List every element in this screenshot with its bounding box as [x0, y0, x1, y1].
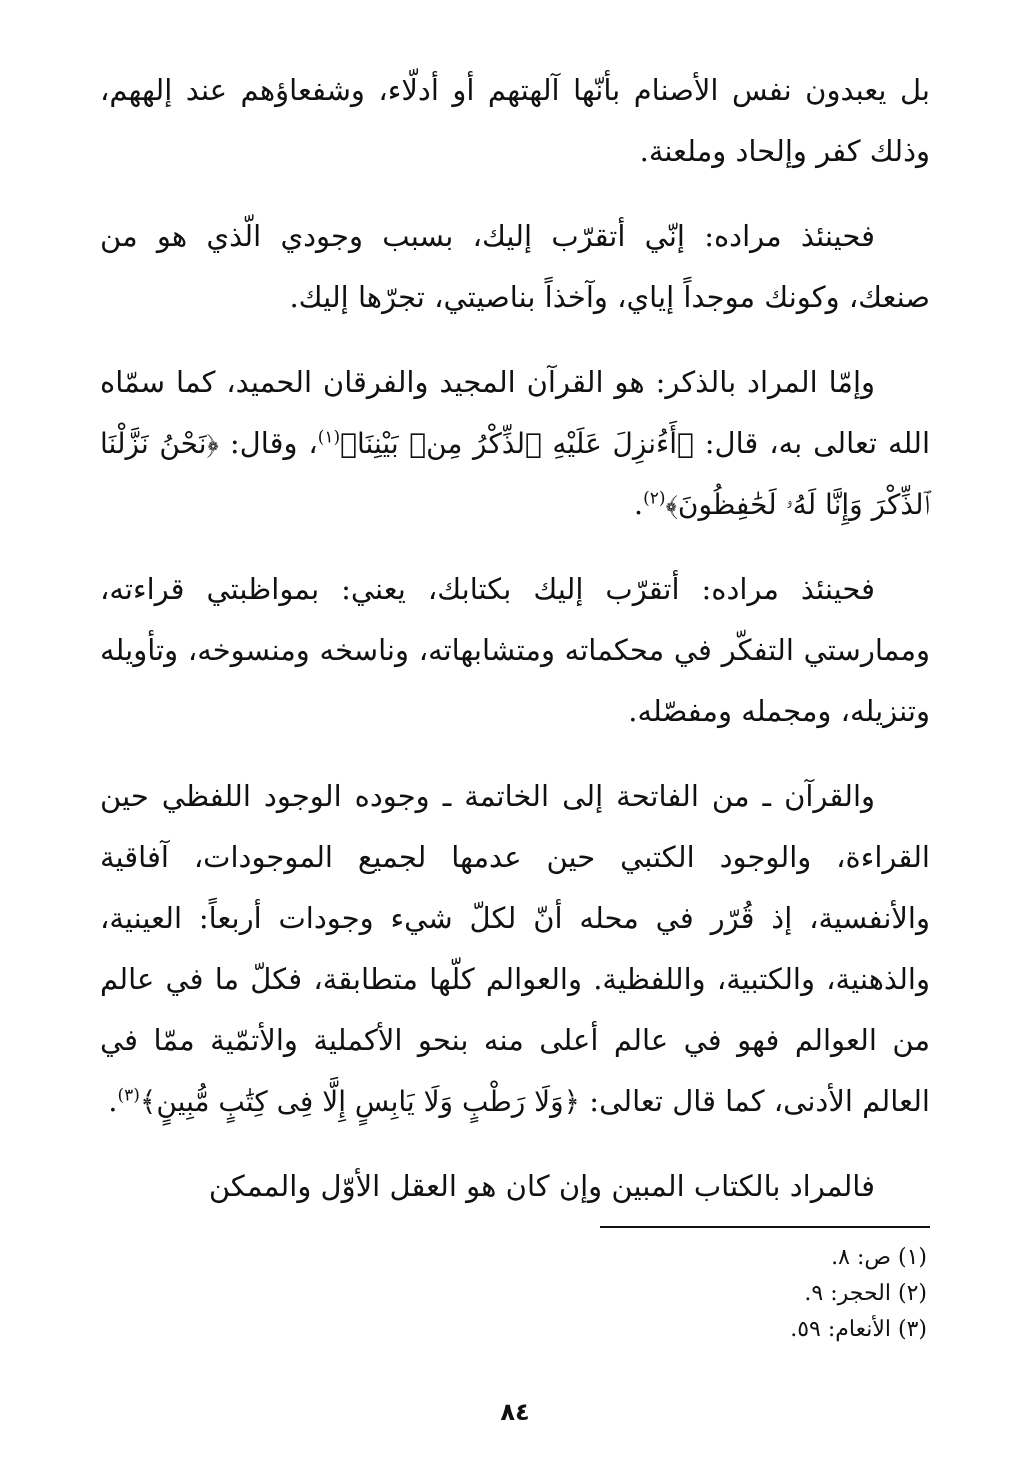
- paragraph-1: بل يعبدون نفس الأصنام بأنّها آلهتهم أو أدلّاء، وشفعاؤهم عند إلههم، وذلك كفر وإلحاد وملعنة.: [100, 73, 930, 168]
- footnote-2: (٢) الحجر: ٩.: [804, 1281, 927, 1306]
- paragraph-3-text-b: ، وقال:: [218, 426, 318, 460]
- paragraph-3-text-c: .: [633, 487, 644, 521]
- page-number: ٨٤: [500, 1398, 530, 1426]
- paragraph-5-text-a: والقرآن ـ من الفاتحة إلى الخاتمة ـ وجوده الوجود اللفظي حين القراءة، والوجود الكتبي حين عدمها لجميع الموجودات، آفاقية والأنفسية، إذ قُرّر في محله أنّ لكلّ شيء وجودات أربعاً: العينية، والذهنية، والكتبية، واللفظية. والعوالم كلّها متطابقة، فكلّ ما في عالم من العوالم فهو في عالم أعلى منه بنحو الأكملية والأتمّية ممّا في العالم الأدنى، كما قال تعالى:: [100, 779, 930, 1118]
- paragraph-3: [100, 352, 930, 535]
- footnote-ref-3: (٣): [117, 1085, 140, 1106]
- paragraph-6: فالمراد بالكتاب المبين وإن كان هو العقل الأوّل والممكن: [208, 1169, 875, 1203]
- paragraph-5-text-c: .: [108, 1084, 118, 1118]
- paragraph-3-text-a: وإمّا المراد بالذكر: هو القرآن المجيد والفرقان الحميد، كما سمّاه الله تعالى به، قال:: [100, 365, 931, 460]
- footnotes: [527, 1240, 927, 1348]
- footnote-ref-2: (٢): [643, 488, 666, 509]
- footnote-divider: [600, 1226, 930, 1228]
- footnote-ref-1: (١): [317, 427, 341, 448]
- quran-quote-3: ﴿وَلَا رَطْبٍ وَلَا يَابِسٍ إِلَّا فِى كِتَٰبٍ مُّبِينٍ﴾: [139, 1085, 581, 1118]
- footnote-1: (١) ص: ٨.: [831, 1245, 927, 1270]
- quran-quote-2: ﴿نَحْنُ نَزَّلْنَا ٱلذِّكْرَ وَإِنَّا لَهُۥ لَحَٰفِظُونَ﴾: [100, 427, 930, 521]
- paragraph-2: فحينئذ مراده: إنّي أتقرّب إليك، بسبب وجودي الّذي هو من صنعك، وكونك موجداً إياي، وآخذاً بناصيتي، تجرّها إليك.: [100, 219, 930, 314]
- quran-quote-1: ﴿أَءُنزِلَ عَلَيْهِ ٱلذِّكْرُ مِنۢ بَيْنِنَا﴾: [340, 427, 694, 460]
- paragraph-4: فحينئذ مراده: أتقرّب إليك بكتابك، يعني: بمواظبتي قراءته، وممارستي التفكّر في محكماته ومتشابهاته، وناسخه ومنسوخه، وتأويله وتنزيله، ومجمله ومفصّله.: [100, 572, 930, 728]
- paragraph-5: [100, 766, 930, 1132]
- page-body: [100, 60, 930, 1217]
- footnote-3: (٣) الأنعام: ٥٩.: [790, 1317, 927, 1342]
